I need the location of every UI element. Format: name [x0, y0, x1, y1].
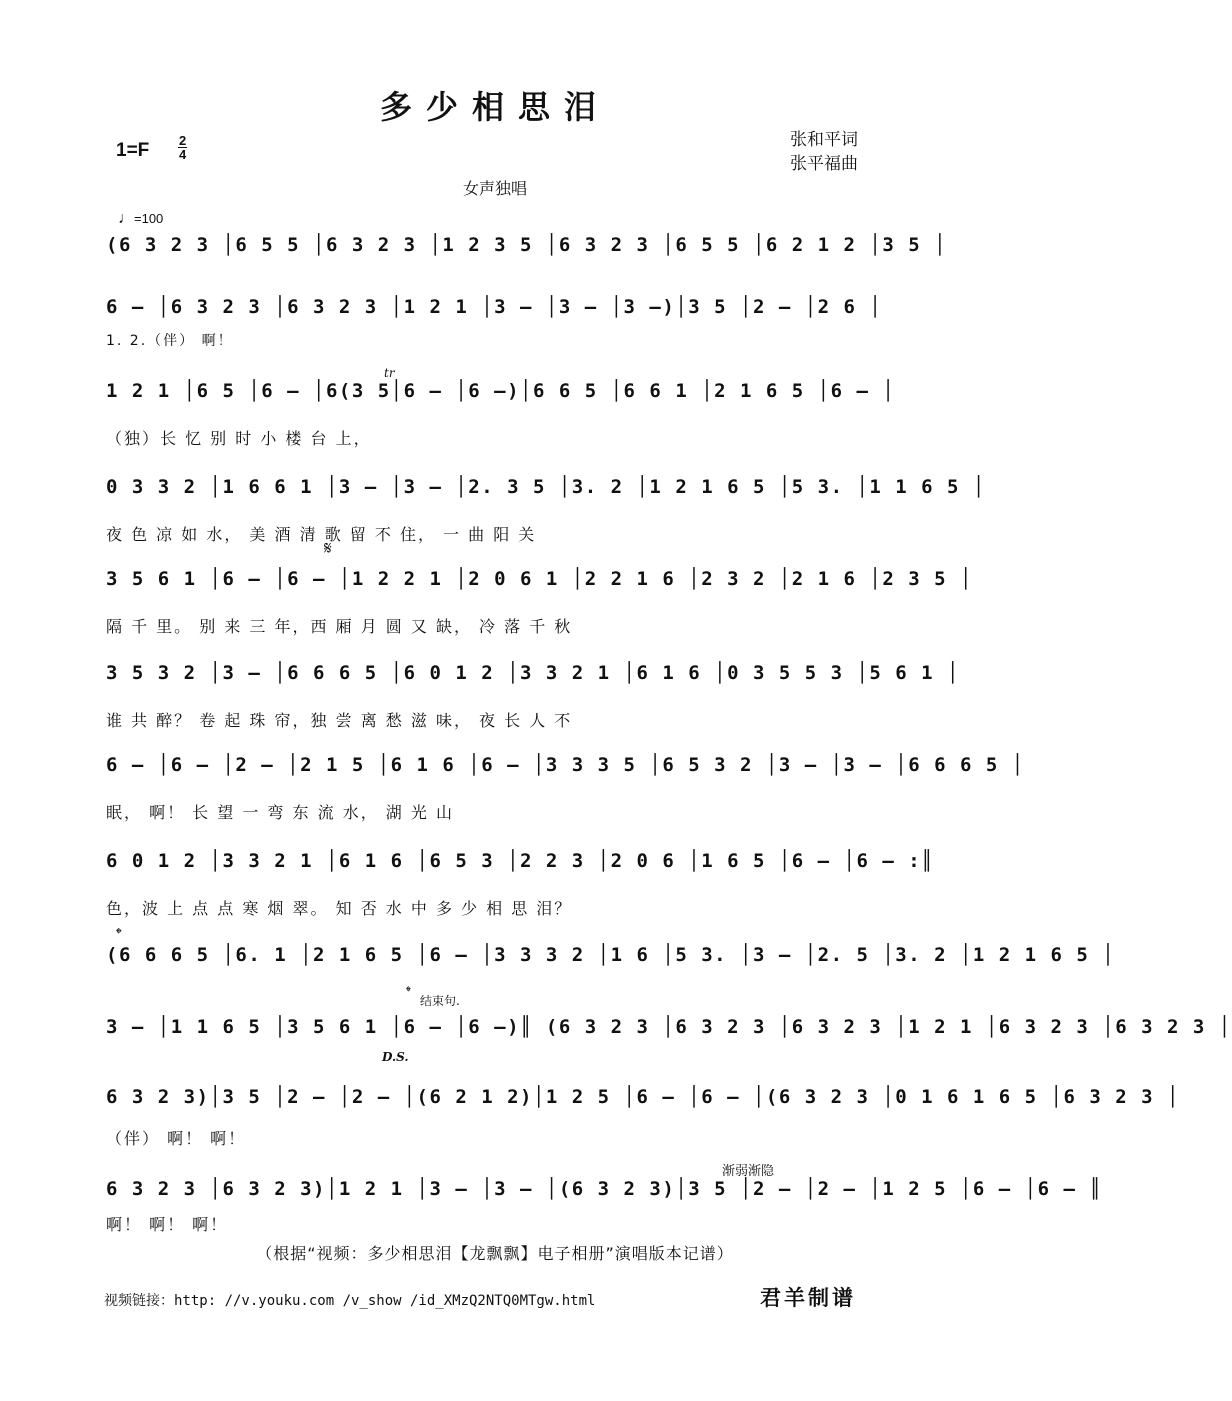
key-signature: 1=F [116, 140, 150, 161]
score-row-6 [106, 662, 960, 730]
lyrics-line: 谁 共 醉？ 卷 起 珠 帘，独 尝 离 愁 滋 味， 夜 长 人 不 [106, 711, 573, 730]
notes-line: (6 6 6 5 │6. 1 │2 1 6 5 │6 – │3 3 3 2 │1 6 │5 3. │3 – │2. 5 │3. 2 │1 2 1 6 5 │ [106, 944, 1116, 966]
quarter-note-icon: ♩ [118, 210, 134, 227]
score-row-4 [106, 476, 986, 544]
composer: 张平福曲 [790, 154, 858, 174]
score-row-10 [106, 1016, 1232, 1076]
tempo-value: =100 [134, 211, 164, 226]
lyrics-line: 1. 2.（伴） 啊！ [106, 333, 234, 349]
lyrics-line: 色，波 上 点 点 寒 烟 翠。 知 否 水 中 多 少 相 思 泪？ [106, 899, 573, 918]
lyricist: 张和平词 [790, 130, 858, 150]
fade-out-mark: 渐弱渐隐 [722, 1164, 775, 1179]
segno-icon: 𝄋 [324, 538, 332, 559]
credits [790, 128, 858, 176]
voice-type: 女声独唱 [462, 179, 527, 198]
notes-line: 6 3 2 3)│3 5 │2 – │2 – │(6 2 1 2)│1 2 5 │6 – │6 – │(6 3 2 3 │0 1 6 1 6 5 │6 3 2 3 │ [106, 1086, 1180, 1108]
coda-icon: 𝄌 [116, 924, 122, 943]
score-row-8 [106, 850, 935, 918]
lyrics-line: 眠， 啊！ 长 望 一 弯 东 流 水， 湖 光 山 [106, 803, 454, 822]
notes-line: 3 5 3 2 │3 – │6 6 6 5 │6 0 1 2 │3 3 2 1 │6 1 6 │0 3 5 5 3 │5 6 1 │ [106, 662, 960, 684]
coda-icon: 𝄌 [406, 984, 411, 1000]
page-title: 多少相思泪 [379, 88, 610, 126]
notes-line: 3 5 6 1 │6 – │6 – │1 2 2 1 │2 0 6 1 │2 2 1 6 │2 3 2 │2 1 6 │2 3 5 │ [106, 568, 973, 590]
lyrics-line: 啊！ 啊！ 啊！ [106, 1215, 229, 1234]
lyrics-line: 夜 色 凉 如 水， 美 酒 清 歌 留 不 住， 一 曲 阳 关 [106, 525, 537, 544]
source-note: （根据“视频：多少相思泪【龙飘飘】电子相册”演唱版本记谱） [256, 1244, 734, 1263]
time-signature-top: 2 [179, 133, 187, 148]
notes-line: 6 3 2 3 │6 3 2 3)│1 2 1 │3 – │3 – │(6 3 2 3)│3 5 │2 – │2 – │1 2 5 │6 – │6 – ║ [106, 1178, 1103, 1200]
score-row-12 [106, 1178, 1103, 1238]
lyrics-line: 隔 千 里。 别 来 三 年，西 厢 月 圆 又 缺， 冷 落 千 秋 [106, 617, 573, 636]
notes-line: 1 2 1 │6 5 │6 – │6(3 5│6 – │6 –)│6 6 5 │6 6 1 │2 1 6 5 │6 – │ [106, 380, 896, 402]
lyrics-line: （独）长 忆 别 时 小 楼 台 上， [106, 429, 372, 448]
video-link[interactable]: 视频链接：http: //v.youku.com /v_show /id_XMzQ2NTQ0MTgw.html [104, 1293, 596, 1309]
notes-line: 6 – │6 3 2 3 │6 3 2 3 │1 2 1 │3 – │3 – │3 –)│3 5 │2 – │2 6 │ [106, 296, 883, 318]
score-row-7 [106, 754, 1025, 822]
notes-line: 0 3 3 2 │1 6 6 1 │3 – │3 – │2. 3 5 │3. 2 │1 2 1 6 5 │5 3. │1 1 6 5 │ [106, 476, 986, 498]
score-row-9 [106, 944, 1116, 1004]
time-signature [178, 134, 187, 161]
score-row-1 [106, 234, 948, 294]
dal-segno-mark: D.S. [382, 1050, 409, 1064]
score-row-3 [106, 380, 896, 448]
notes-line: 6 – │6 – │2 – │2 1 5 │6 1 6 │6 – │3 3 3 5 │6 5 3 2 │3 – │3 – │6 6 6 5 │ [106, 754, 1025, 776]
trill-mark: tr [384, 366, 395, 380]
transcriber-signature: 君羊制谱 [760, 1285, 856, 1310]
end-phrase-label: 结束句. [420, 994, 460, 1008]
notes-line: 6 0 1 2 │3 3 2 1 │6 1 6 │6 5 3 │2 2 3 │2 0 6 │1 6 5 │6 – │6 – :║ [106, 850, 935, 872]
score-row-2 [106, 296, 896, 356]
time-signature-bottom: 4 [179, 147, 187, 162]
score-row-5 [106, 568, 973, 636]
lyrics-line: （伴） 啊！ 啊！ [106, 1129, 247, 1148]
notes-line: 3 – │1 1 6 5 │3 5 6 1 │6 – │6 –)║ (6 3 2 3 │6 3 2 3 │6 3 2 3 │1 2 1 │6 3 2 3 │6 3 2 3 │ [106, 1016, 1232, 1038]
tempo-marking [118, 210, 163, 228]
notes-line: (6 3 2 3 │6 5 5 │6 3 2 3 │1 2 3 5 │6 3 2 3 │6 5 5 │6 2 1 2 │3 5 │ [106, 234, 948, 256]
score-row-11 [106, 1086, 1180, 1148]
